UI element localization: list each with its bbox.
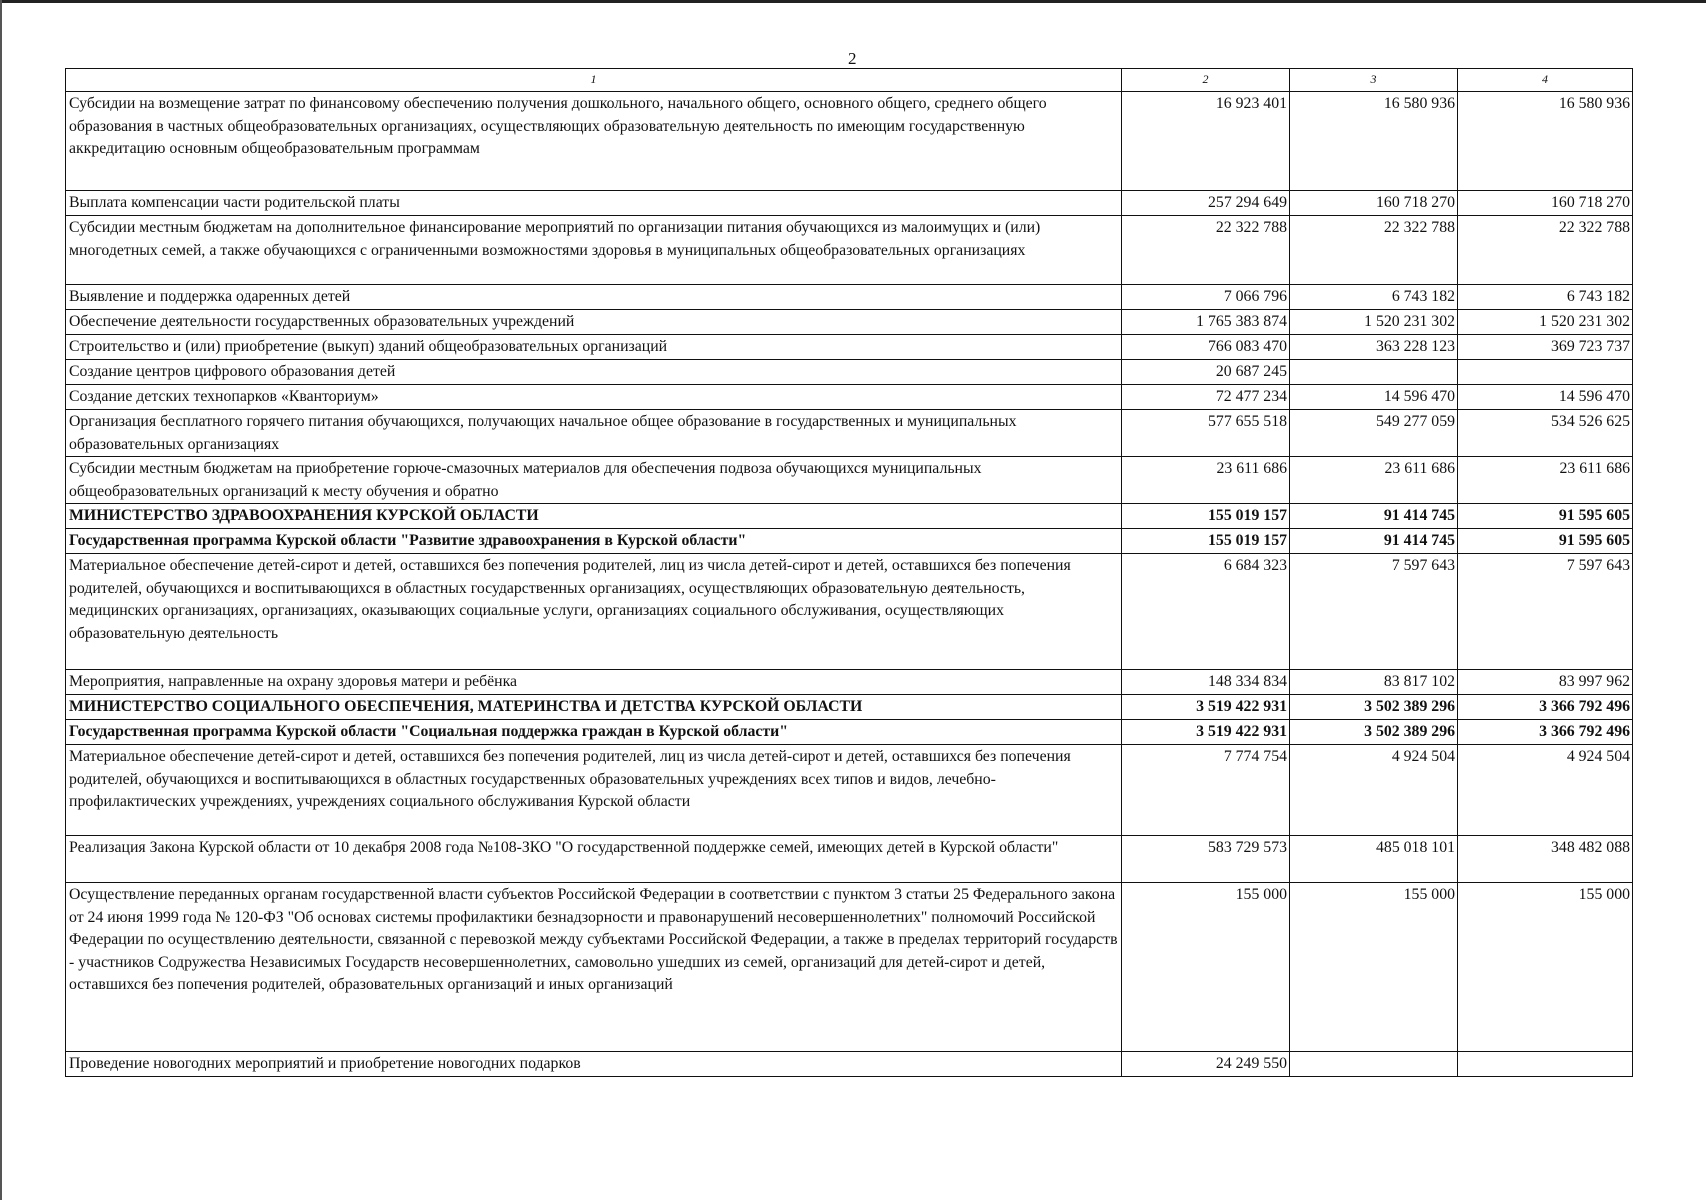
row-description: Организация бесплатного горячего питания обучающихся, получающих начальное общее образование в государственных и муниципальных образовательных организациях [66,410,1122,457]
row-value-col2: 148 334 834 [1122,670,1290,695]
table-row [66,529,1633,554]
row-value-col3: 160 718 270 [1290,191,1458,216]
row-value-col4: 16 580 936 [1458,92,1633,191]
table-row [66,883,1633,1052]
header-col-2: 2 [1122,69,1290,92]
row-value-col4: 369 723 737 [1458,335,1633,360]
row-value-col2: 20 687 245 [1122,360,1290,385]
table-row [66,285,1633,310]
row-value-col3: 14 596 470 [1290,385,1458,410]
row-value-col2: 155 019 157 [1122,504,1290,529]
row-value-col3: 6 743 182 [1290,285,1458,310]
row-description: Создание центров цифрового образования детей [66,360,1122,385]
row-value-col3: 549 277 059 [1290,410,1458,457]
row-value-col3: 155 000 [1290,883,1458,1052]
row-value-col3: 4 924 504 [1290,745,1458,836]
row-description: Обеспечение деятельности государственных образовательных учреждений [66,310,1122,335]
row-description: МИНИСТЕРСТВО ЗДРАВООХРАНЕНИЯ КУРСКОЙ ОБЛАСТИ [66,504,1122,529]
row-value-col2: 16 923 401 [1122,92,1290,191]
row-value-col2: 1 765 383 874 [1122,310,1290,335]
row-value-col3: 83 817 102 [1290,670,1458,695]
table-row [66,310,1633,335]
row-description: Создание детских технопарков «Кванториум» [66,385,1122,410]
row-description: Субсидии на возмещение затрат по финансовому обеспечению получения дошкольного, начального общего, основного общего, среднего общего образования в частных общеобразовательных организациях, осуществляющих образовательную деятельность по имеющим государственную аккредитацию основным общеобразовательным программам [66,92,1122,191]
table-row [66,745,1633,836]
row-value-col2: 577 655 518 [1122,410,1290,457]
row-value-col4: 83 997 962 [1458,670,1633,695]
row-value-col2: 23 611 686 [1122,457,1290,504]
row-value-col4: 160 718 270 [1458,191,1633,216]
row-description: Проведение новогодних мероприятий и приобретение новогодних подарков [66,1052,1122,1077]
row-value-col3: 91 414 745 [1290,504,1458,529]
row-value-col4: 22 322 788 [1458,216,1633,285]
row-value-col4: 1 520 231 302 [1458,310,1633,335]
row-value-col3 [1290,360,1458,385]
row-value-col4 [1458,1052,1633,1077]
table-row [66,836,1633,883]
row-value-col2: 3 519 422 931 [1122,695,1290,720]
row-description: Строительство и (или) приобретение (выкуп) зданий общеобразовательных организаций [66,335,1122,360]
row-value-col4: 155 000 [1458,883,1633,1052]
header-col-4: 4 [1458,69,1633,92]
row-value-col4: 7 597 643 [1458,554,1633,670]
row-description: Выявление и поддержка одаренных детей [66,285,1122,310]
row-value-col2: 22 322 788 [1122,216,1290,285]
row-description: Государственная программа Курской области "Развитие здравоохранения в Курской области" [66,529,1122,554]
table-header-row [66,69,1633,92]
row-description: МИНИСТЕРСТВО СОЦИАЛЬНОГО ОБЕСПЕЧЕНИЯ, МАТЕРИНСТВА И ДЕТСТВА КУРСКОЙ ОБЛАСТИ [66,695,1122,720]
row-description: Государственная программа Курской области "Социальная поддержка граждан в Курской области" [66,720,1122,745]
table-row [66,385,1633,410]
row-value-col4: 23 611 686 [1458,457,1633,504]
table-row [66,554,1633,670]
row-value-col4: 4 924 504 [1458,745,1633,836]
row-value-col3: 91 414 745 [1290,529,1458,554]
row-value-col2: 155 000 [1122,883,1290,1052]
row-value-col3: 1 520 231 302 [1290,310,1458,335]
row-value-col3: 7 597 643 [1290,554,1458,670]
table-row [66,670,1633,695]
table-row [66,410,1633,457]
row-value-col4: 91 595 605 [1458,504,1633,529]
row-description: Субсидии местным бюджетам на приобретение горюче-смазочных материалов для обеспечения подвоза обучающихся муниципальных общеобразовательных организаций к месту обучения и обратно [66,457,1122,504]
row-value-col3: 3 502 389 296 [1290,695,1458,720]
row-value-col2: 155 019 157 [1122,529,1290,554]
table-row [66,216,1633,285]
row-value-col4: 348 482 088 [1458,836,1633,883]
scan-edge-top [0,0,1706,3]
row-description: Осуществление переданных органам государственной власти субъектов Российской Федерации в соответствии с пунктом 3 статьи 25 Федерального закона от 24 июня 1999 года № 120-ФЗ "Об основах системы профилактики безнадзорности и правонарушений несовершеннолетних" полномочий Российской Федерации по осуществлению деятельности, связанной с перевозкой между субъектами Российской Федерации, а также в пределах территорий государств - участников Содружества Независимых Государств несовершеннолетних, самовольно ушедших из семей, организаций для детей-сирот и детей, оставшихся без попечения родителей, образовательных организаций и иных организаций [66,883,1122,1052]
row-value-col3 [1290,1052,1458,1077]
row-value-col4: 3 366 792 496 [1458,720,1633,745]
page-number: 2 [848,49,857,68]
budget-table [65,68,1633,1077]
table-row [66,1052,1633,1077]
row-value-col2: 6 684 323 [1122,554,1290,670]
table-row [66,191,1633,216]
row-value-col4: 91 595 605 [1458,529,1633,554]
row-value-col2: 72 477 234 [1122,385,1290,410]
table-row [66,335,1633,360]
row-value-col2: 257 294 649 [1122,191,1290,216]
row-description: Материальное обеспечение детей-сирот и детей, оставшихся без попечения родителей, лиц из числа детей-сирот и детей, оставшихся без попечения родителей, обучающихся и воспитывающихся в областных государственных организациях, осуществляющих образовательную деятельность, медицинских организациях, организациях, оказывающих социальные услуги, организациях социального обслуживания, осуществляющих образовательную деятельность [66,554,1122,670]
row-value-col3: 3 502 389 296 [1290,720,1458,745]
row-value-col2: 766 083 470 [1122,335,1290,360]
scan-edge-left [0,0,2,1200]
row-value-col2: 583 729 573 [1122,836,1290,883]
table-row [66,720,1633,745]
table-row [66,92,1633,191]
row-value-col3: 16 580 936 [1290,92,1458,191]
row-value-col4: 6 743 182 [1458,285,1633,310]
row-description: Реализация Закона Курской области от 10 декабря 2008 года №108-ЗКО "О государственной поддержке семей, имеющих детей в Курской области" [66,836,1122,883]
row-value-col2: 24 249 550 [1122,1052,1290,1077]
table-row [66,457,1633,504]
row-value-col3: 22 322 788 [1290,216,1458,285]
header-col-1: 1 [66,69,1122,92]
table-row [66,360,1633,385]
row-description: Материальное обеспечение детей-сирот и детей, оставшихся без попечения родителей, лиц из числа детей-сирот и детей, оставшихся без попечения родителей, обучающихся и воспитывающихся в областных государственных образовательных учреждениях всех типов и видов, лечебно-профилактических учреждениях, учреждениях социального обслуживания Курской области [66,745,1122,836]
row-value-col4: 534 526 625 [1458,410,1633,457]
row-value-col3: 485 018 101 [1290,836,1458,883]
row-value-col2: 7 774 754 [1122,745,1290,836]
row-value-col3: 363 228 123 [1290,335,1458,360]
header-col-3: 3 [1290,69,1458,92]
row-value-col4 [1458,360,1633,385]
row-value-col4: 14 596 470 [1458,385,1633,410]
row-value-col2: 3 519 422 931 [1122,720,1290,745]
table-row [66,504,1633,529]
table-row [66,695,1633,720]
row-value-col2: 7 066 796 [1122,285,1290,310]
row-description: Мероприятия, направленные на охрану здоровья матери и ребёнка [66,670,1122,695]
row-value-col3: 23 611 686 [1290,457,1458,504]
row-description: Выплата компенсации части родительской платы [66,191,1122,216]
row-description: Субсидии местным бюджетам на дополнительное финансирование мероприятий по организации питания обучающихся из малоимущих и (или) многодетных семей, а также обучающихся с ограниченными возможностями здоровья в муниципальных общеобразовательных организациях [66,216,1122,285]
row-value-col4: 3 366 792 496 [1458,695,1633,720]
